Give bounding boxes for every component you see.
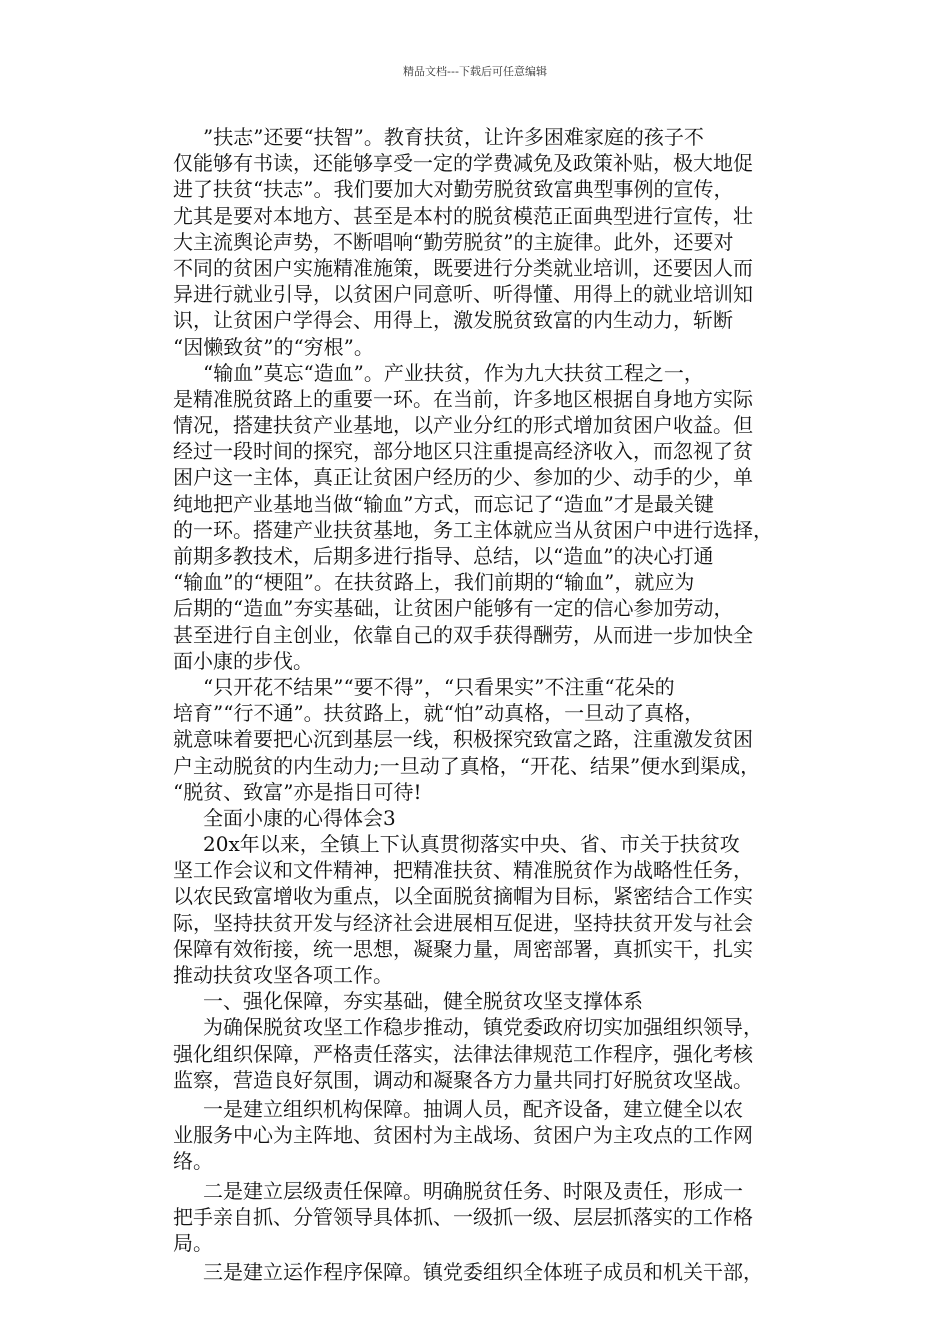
text-line: ”扶志”还要“扶智”。教育扶贫，让许多困难家庭的孩子不: [203, 125, 704, 149]
text-line: 以农民致富增收为重点，以全面脱贫摘帽为目标，紧密结合工作实: [173, 884, 753, 909]
page-header: 精品文档---下载后可任意编辑: [403, 65, 547, 78]
text-line: 识，让贫困户学得会、用得上，激发脱贫致富的内生动力，斩断: [173, 308, 733, 333]
text-line: 不同的贫困户实施精准施策，既要进行分类就业培训，还要因人而: [173, 255, 753, 280]
text-line: 异进行就业引导，以贫困户同意听、听得懂、用得上的就业培训知: [173, 282, 753, 307]
text-line: “输血”的“梗阻”。在扶贫路上，我们前期的“输血”，就应为: [173, 570, 695, 595]
text-line: 经过一段时间的探究，部分地区只注重提高经济收入，而忽视了贫: [173, 439, 753, 464]
text-line: 推动扶贫攻坚各项工作。: [173, 963, 393, 987]
text-line: 局。: [173, 1230, 213, 1255]
text-line: 仅能够有书读，还能够享受一定的学费减免及政策补贴，极大地促: [173, 151, 753, 176]
text-line: 困户这一主体，真正让贫困户经历的少、参加的少、动手的少，单: [173, 465, 753, 490]
text-line: 保障有效衔接，统一思想，凝聚力量，周密部署，真抓实干，扎实: [173, 936, 753, 961]
text-line: 面小康的步伐。: [173, 648, 313, 673]
section-heading: 全面小康的心得体会3: [203, 805, 396, 830]
text-line: 强化组织保障，严格责任落实，法律法律规范工作程序，强化考核: [173, 1041, 753, 1066]
text-line: “只开花不结果”“要不得”，“只看果实”不注重“花朵的: [203, 674, 675, 699]
document-body: [173, 124, 825, 1285]
text-line: 就意味着要把心沉到基层一线，积极探究致富之路，注重激发贫困: [173, 727, 753, 752]
text-line: 情况，搭建扶贫产业基地，以产业分红的形式增加贫困户收益。但: [173, 413, 753, 438]
text-line: “因懒致贫”的“穷根”。: [173, 334, 374, 359]
text-line: 大主流舆论声势，不断唱响“勤劳脱贫”的主旋律。此外，还要对: [173, 229, 734, 254]
text-line: 户主动脱贫的内生动力;一旦动了真格，“开花、结果”便水到渠成，: [173, 753, 761, 778]
text-line: 业服务中心为主阵地、贫困村为主战场、贫困户为主攻点的工作网: [173, 1123, 753, 1148]
subheading: 一、强化保障，夯实基础，健全脱贫攻坚支撑体系: [203, 989, 643, 1014]
text-line: 为确保脱贫攻坚工作稳步推动，镇党委政府切实加强组织领导，: [203, 1015, 763, 1040]
text-line: 的一环。搭建产业扶贫基地，务工主体就应当从贫困户中进行选择，: [173, 517, 773, 542]
text-line: 培育”“行不通”。扶贫路上，就“怕”动真格，一旦动了真格，: [173, 701, 705, 726]
text-line: 把手亲自抓、分管领导具体抓、一级抓一级、层层抓落实的工作格: [173, 1204, 753, 1229]
text-line: 监察，营造良好氛围，调动和凝聚各方力量共同打好脱贫攻坚战。: [173, 1067, 753, 1092]
text-line: 前期多教技术，后期多进行指导、总结，以“造血”的决心打通: [173, 544, 714, 568]
text-line: 后期的“造血”夯实基础，让贫困户能够有一定的信心参加劳动，: [173, 596, 734, 621]
text-line: 际，坚持扶贫开发与经济社会进展相互促进，坚持扶贫开发与社会: [173, 910, 753, 935]
text-line: 尤其是要对本地方、甚至是本村的脱贫模范正面典型进行宣传，壮: [173, 203, 753, 228]
text-line: 甚至进行自主创业，依靠自己的双手获得酬劳，从而进一步加快全: [173, 622, 753, 647]
text-line: “输血”莫忘“造血”。产业扶贫，作为九大扶贫工程之一，: [203, 360, 704, 385]
text-line: 坚工作会议和文件精神，把精准扶贫、精准脱贫作为战略性任务，: [173, 858, 753, 883]
text-line: 络。: [173, 1149, 213, 1174]
text-line: 进了扶贫“扶志”。我们要加大对勤劳脱贫致富典型事例的宣传，: [173, 177, 734, 202]
text-line: 是精准脱贫路上的重要一环。在当前，许多地区根据自身地方实际: [173, 386, 753, 411]
text-line: 一是建立组织机构保障。抽调人员，配齐设备，建立健全以农: [203, 1096, 743, 1121]
text-line: “脱贫、致富”亦是指日可待!: [173, 779, 422, 804]
text-line: 二是建立层级责任保障。明确脱贫任务、时限及责任，形成一: [203, 1178, 743, 1203]
text-line: 20x年以来，全镇上下认真贯彻落实中央、省、市关于扶贫攻: [203, 832, 740, 857]
text-line: 纯地把产业基地当做“输血”方式，而忘记了“造血”才是最关键: [173, 491, 714, 516]
text-line: 三是建立运作程序保障。镇党委组织全体班子成员和机关干部，: [203, 1260, 763, 1285]
